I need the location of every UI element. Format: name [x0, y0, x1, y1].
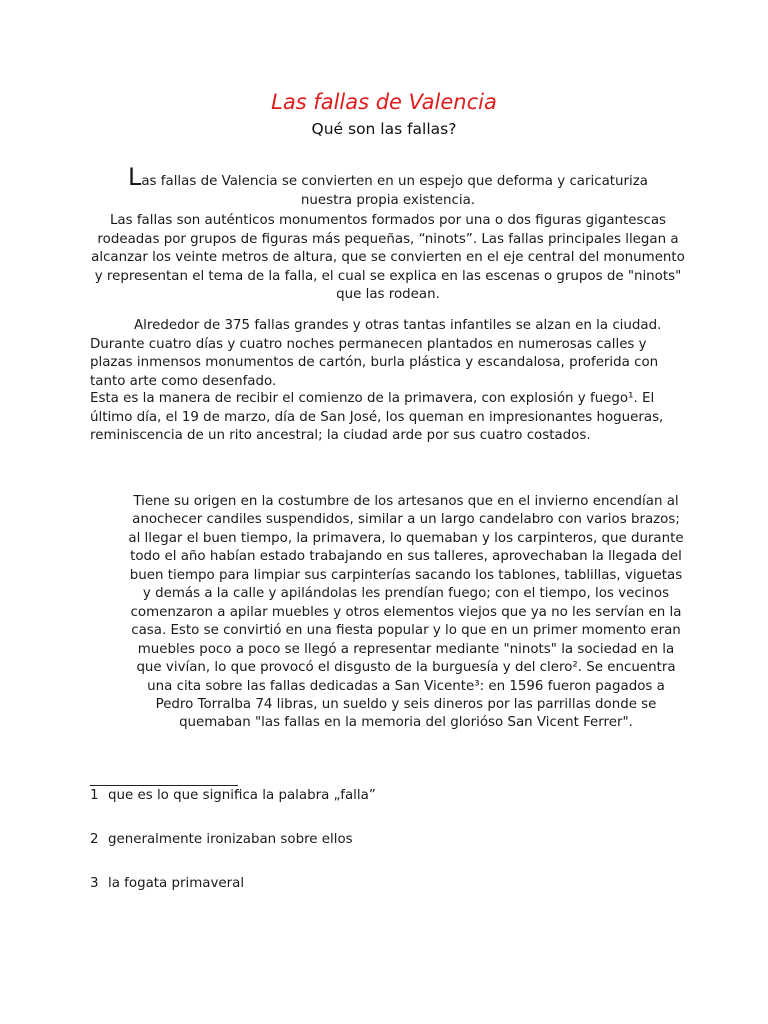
footnote-3: [90, 875, 244, 893]
intro-text: as fallas de Valencia se convierten en un espejo que deforma y caricaturiza: [141, 174, 649, 189]
footnote-1: [90, 787, 376, 805]
drop-cap: L: [127, 163, 142, 191]
paragraph-spring: Esta es la manera de recibir el comienzo de la primavera, con explosión y fuego¹. El último día, el 19 de marzo, día de San José, los queman en impresionantes hogueras, reminiscencia de un rito ancestral; la ciudad arde por sus cuatro costados.: [90, 391, 664, 444]
paragraph-monuments: Las fallas son auténticos monumentos formados por una o dos figuras gigantescas rodeadas por grupos de figuras más pequeñas, “ninots”. Las fallas principales llegan a alcanzar los veinte metros de altura, que se convierten en el eje central del monumento y representan el tema de la falla, el cual se explica en las escenas o grupos de "ninots" que las rodean.: [91, 213, 685, 303]
document-title: Las fallas de Valencia: [271, 90, 497, 114]
footnote-number: 3: [90, 876, 99, 891]
document-subtitle: Qué son las fallas?: [311, 120, 457, 138]
footnote-text: generalmente ironizaban sobre ellos: [108, 832, 353, 847]
footnote-separator: [90, 785, 238, 786]
intro-continuation: nuestra propia existencia.: [300, 192, 476, 208]
intro-paragraph: [88, 163, 688, 210]
footnote-number: 2: [90, 832, 99, 847]
footnote-text: que es lo que significa la palabra „falla”: [108, 788, 376, 803]
paragraph-375-fallas: [90, 317, 688, 391]
footnote-2: [90, 831, 353, 849]
footnote-number: 1: [90, 788, 99, 803]
paragraph-origin: Tiene su origen en la costumbre de los artesanos que en el invierno encendían al anochecer candiles suspendidos, similar a un largo candelabro con varios brazos; al llegar el buen tiempo, la primavera, lo quemaban y los carpinteros, que durante todo el año habían estado trabajando en sus talleres, aprovechaban la llegada del buen tiempo para limpiar sus carpinterías sacando los tablones, tablillas, viguetas y demás a la calle y apilándolas les prendían fuego; con el tiempo, los vecinos comenzaron a apilar muebles y otros elementos viejos que ya no les servían en la casa. Esto se convirtió en una fiesta popular y lo que en un primer momento eran muebles poco a poco se llegó a representar mediante "ninots" la sociedad en la que vivían, lo que provocó el disgusto de la burguesía y del clero². Se encuentra una cita sobre las fallas dedicadas a San Vicente³: en 1596 fueron pagados a Pedro Torralba 74 libras, un sueldo y seis dineros por las parrillas donde se quemaban "las fallas en la memoria del glorióso San Vicent Ferrer".: [128, 494, 684, 731]
footnote-text: la fogata primaveral: [108, 876, 245, 891]
paragraph-375-fallas-text: Alrededor de 375 fallas grandes y otras tantas infantiles se alzan en la ciudad. Durante cuatro días y cuatro noches permanecen plantados en numerosas calles y plazas inmensos monumentos de cartón, burla plástica y escandalosa, proferida con tanto arte como desenfado.: [90, 318, 662, 389]
